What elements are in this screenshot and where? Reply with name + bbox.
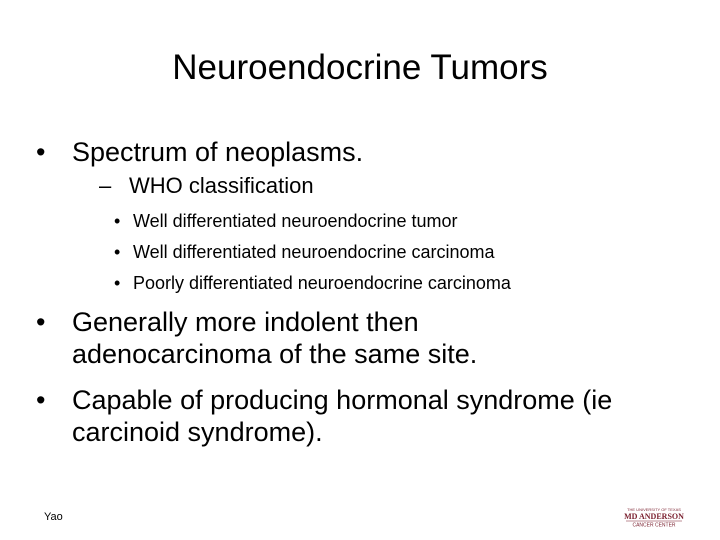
slide-title: Neuroendocrine Tumors <box>172 48 548 87</box>
bullet-icon: • <box>114 211 121 231</box>
sub-sub-bullet-item <box>114 210 458 232</box>
dash-icon: – <box>99 173 112 198</box>
sub-bullet-item <box>99 173 314 199</box>
logo-graphic <box>622 506 686 528</box>
bullet-text: Spectrum of neoplasms. <box>72 137 364 167</box>
sub-sub-bullet-item <box>114 272 511 294</box>
bullet-icon: • <box>36 137 46 167</box>
sub-sub-bullet-text: Well differentiated neuroendocrine tumor <box>133 211 458 231</box>
sub-sub-bullet-item <box>114 241 495 263</box>
sub-sub-bullet-text: Poorly differentiated neuroendocrine carcinoma <box>133 273 511 293</box>
bullet-item <box>36 384 686 448</box>
bullet-item <box>36 136 686 168</box>
logo-line-3: CANCER CENTER <box>632 522 676 528</box>
sub-sub-bullet-text: Well differentiated neuroendocrine carcinoma <box>133 242 495 262</box>
bullet-icon: • <box>36 307 46 337</box>
logo-line-1: THE UNIVERSITY OF TEXAS <box>627 507 681 512</box>
footer-author: Yao <box>44 511 63 523</box>
sub-bullet-text: WHO classification <box>129 173 314 198</box>
bullet-icon: • <box>36 385 46 415</box>
bullet-text: Capable of producing hormonal syndrome (ie carcinoid syndrome). <box>72 385 613 447</box>
bullet-item <box>36 306 506 370</box>
logo-line-2: MD ANDERSON <box>624 512 684 521</box>
bullet-icon: • <box>114 242 121 262</box>
bullet-icon: • <box>114 273 121 293</box>
institution-logo <box>622 506 686 528</box>
bullet-text: Generally more indolent then adenocarcinoma of the same site. <box>72 307 478 369</box>
